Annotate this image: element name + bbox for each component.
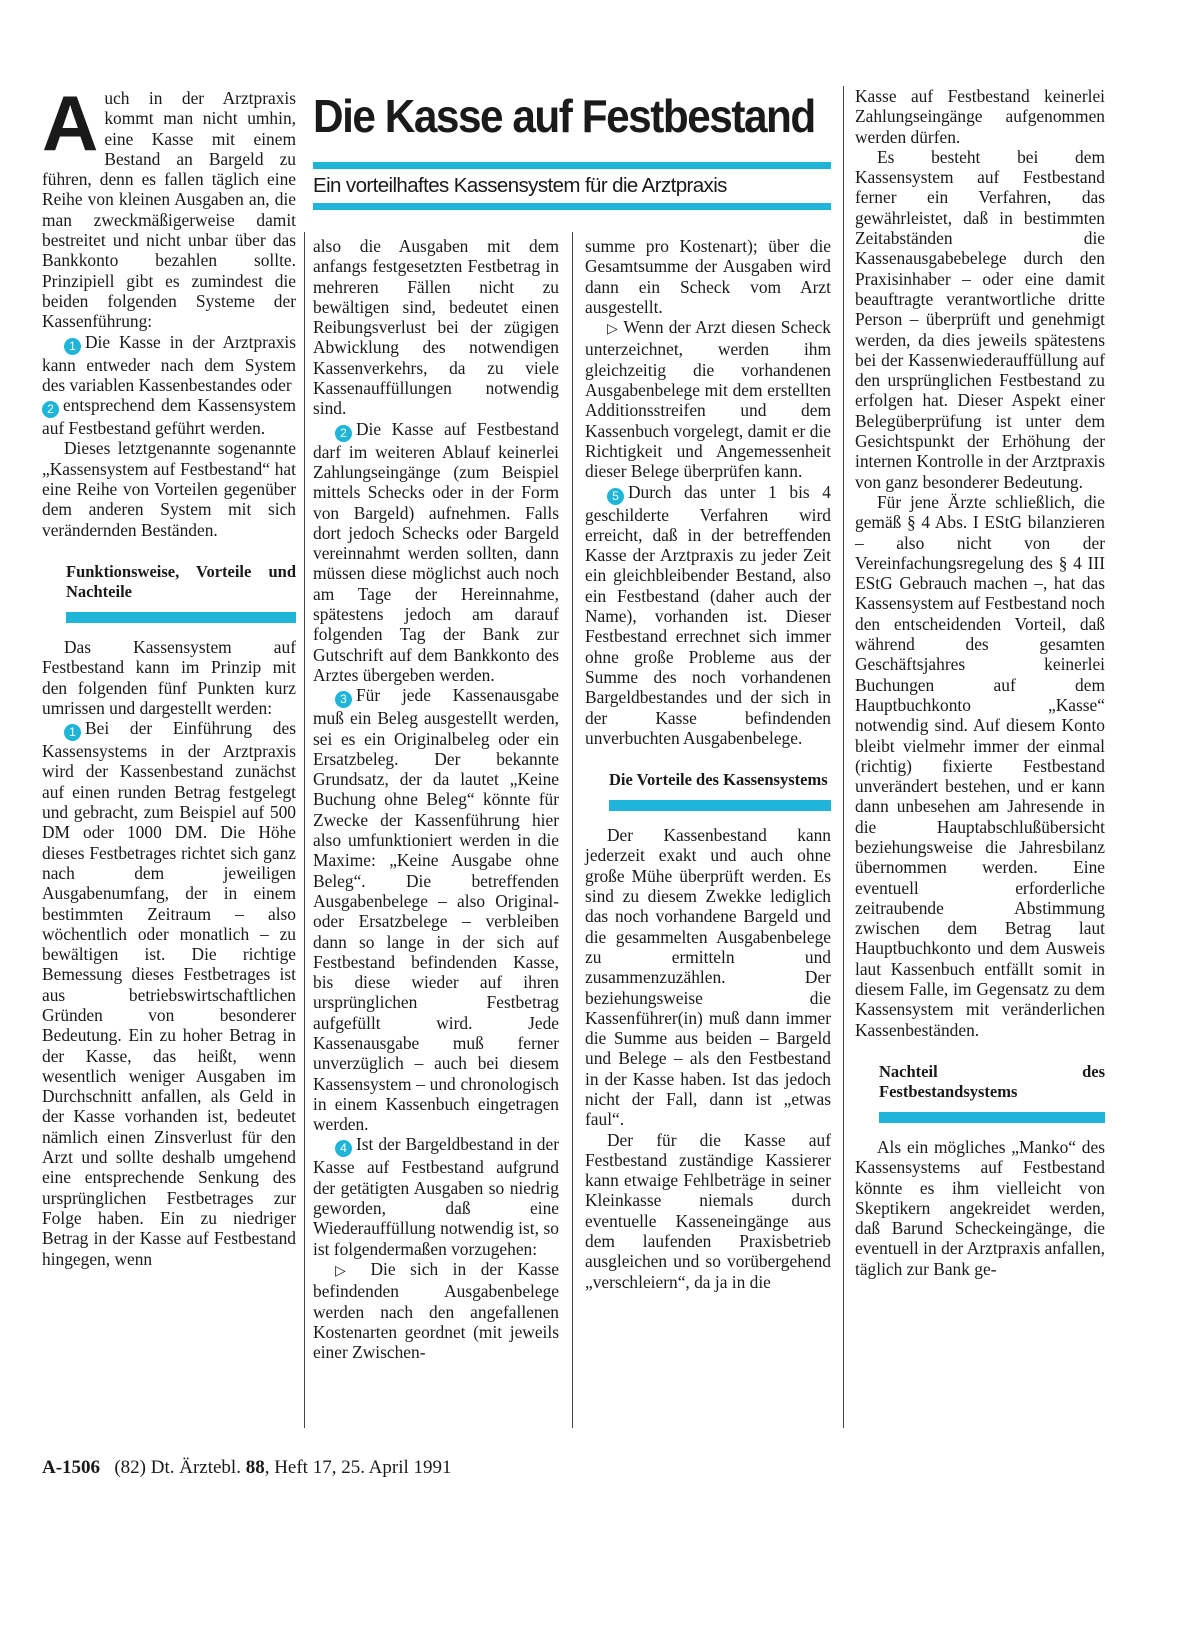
paragraph: also die Ausgaben mit dem anfangs festgesetzten Festbetrag in mehreren Fällen nicht zu bewältigen sind, bedeutet einen Reibungsverlust bei der zügigen Abwicklung des notwendigen Kassenverkehrs, da zu viele Kassenauffüllungen notwendig sind. xyxy=(313,236,559,419)
section-heading-bar xyxy=(879,1112,1105,1123)
title-bar-bottom xyxy=(313,203,831,210)
page-number: A-1506 xyxy=(42,1457,101,1478)
paragraph-text: Die sich in der Kasse befindenden Ausgabenbelege werden nach den angefallenen Kostenarten geordnet (mit jeweils einer Zwischen- xyxy=(313,1258,559,1363)
paragraph xyxy=(313,1134,559,1258)
footer-issue: , Heft 17, 25. April 1991 xyxy=(264,1457,452,1478)
column-rule-1 xyxy=(304,232,305,1428)
paragraph: Das Kassensystem auf Festbestand kann im Prinzip mit den folgenden fünf Punkten kurz umrissen und dargestellt werden: xyxy=(42,636,296,718)
column-rule-2 xyxy=(572,232,573,1428)
paragraph-text: entsprechend dem Kassensystem auf Festbestand geführt werden. xyxy=(42,395,296,439)
paragraph-text: Durch das unter 1 bis 4 geschilderte Verfahren wird erreicht, daß in der betreffenden Kasse der Arztpraxis zu jeder Zeit ein gleichbleibender Bestand, also ein Festbestand (daher auch der Name), vorhanden ist. Dieser Festbestand errechnet sich immer ohne große Probleme aus der Summe des noch vorhandenen Bargeldbestandes und der sich in der Kasse befindenden unverbuchten Ausgabenbelege. xyxy=(585,481,831,748)
paragraph: Kasse auf Festbestand keinerlei Zahlungseingänge aufgenommen werden dürfen. xyxy=(855,86,1105,147)
paragraph-text: Die Kasse auf Festbestand darf im weiteren Ablauf keinerlei Zahlungseingänge (zum Beispiel mittels Schecks oder in der Form von Bargeld) aufnehmen. Falls dort jedoch Schecks oder Bargeld vereinnahmt werden sollten, dann müssen diese möglichst auch noch am Tage der Hereinnahme, spätestens jedoch am darauf folgenden Tag der Bank zur Gutschrift auf dem Bankkonto des Arztes übergeben werden. xyxy=(313,418,559,685)
column-1 xyxy=(42,79,296,1269)
section-heading-bar xyxy=(609,800,831,811)
paragraph xyxy=(313,685,559,1134)
paragraph xyxy=(42,395,296,438)
section-heading: Die Vorteile des Kassensystems xyxy=(609,770,828,790)
footer-source: (82) Dt. Ärztebl. xyxy=(114,1457,241,1478)
paragraph xyxy=(585,317,831,481)
column-2 xyxy=(313,236,559,1362)
triangle-bullet-icon: ▷ xyxy=(607,321,619,338)
number-badge-icon: 5 xyxy=(607,488,624,505)
number-badge-icon: 3 xyxy=(335,691,352,708)
paragraph: Für jene Ärzte schließlich, die gemäß § 4 Abs. I EStG bilanzieren – also nicht von der Vereinfachungsregelung des § 4 III EStG Gebrauch machen –, hat das Kassensystem auf Festbestand noch den entscheidenden Vorteil, daß während des gesamten Geschäftsjahres keinerlei Buchungen auf dem Hauptbuchkonto „Kasse“ notwendig sind. Auf diesem Konto bleibt vielmehr immer der einmal (richtig) fixierte Festbestand unverändert bestehen, und er kann dann unbesehen am Jahresende in die Hauptabschlußübersicht beziehungsweise die Jahresbilanz übernommen werden. Eine eventuell erforderliche zeitraubende Abstimmung zwischen dem Betrag laut Hauptbuchkonto und dem Ausweis laut Kassenbuch entfällt somit in diesem Falle, im Gegensatz zu dem Kassensystem mit veränderlichen Kassenbeständen. xyxy=(855,491,1105,1040)
paragraph-text: Für jede Kassenausgabe muß ein Beleg ausgestellt werden, sei es ein Originalbeleg oder ein Ersatzbeleg. Der bekannte Grundsatz, der da lautet „Keine Buchung ohne Beleg“ könnte für Zwecke der Kassenführung hier also umfunktioniert werden in die Maxime: „Keine Ausgabe ohne Beleg“. Die betreffenden Ausgabenbelege – also Original- oder Ersatzbelege – verbleiben dann so lange in der sich auf Festbestand befindenden Kasse, bis diese wieder auf ihren ursprünglichen Festbetrag aufgefüllt wird. Jede Kassenausgabe muß ferner unverzüglich – auch bei diesem Kassensystem – und chronologisch in einem Kassenbuch eingetragen werden. xyxy=(313,685,559,1135)
footer-volume: 88 xyxy=(245,1457,265,1478)
paragraph: Der für die Kasse auf Festbestand zuständige Kassierer kann etwaige Fehlbeträge in seiner Kleinkasse niemals durch eventuelle Kasseneingänge aus dem laufenden Praxisbetrieb ausgleichen und so vorübergehend „verschleiern“, da ja in die xyxy=(585,1129,831,1292)
section-heading: Nachteil des Festbestandsystems xyxy=(879,1061,1105,1101)
paragraph: Als ein mögliches „Manko“ des Kassensystems auf Festbestand könnte es ihm vielleicht von Skeptikern angekreidet werden, daß Barund Scheckeingänge, die eventuell in der Arztpraxis anfallen, täglich zur Bank ge- xyxy=(855,1136,1105,1279)
intro-paragraph xyxy=(42,79,296,332)
section-heading-bar xyxy=(66,612,296,623)
triangle-bullet-icon: ▷ xyxy=(335,1262,356,1279)
paragraph-text: Ist der Bargeldbestand in der Kasse auf Festbestand aufgrund der getätigten Ausgaben so niedrig geworden, daß eine Wiederauffüllung notwendig ist, so ist folgendermaßen vorzugehen: xyxy=(313,1134,559,1259)
paragraph xyxy=(313,419,559,686)
number-badge-icon: 2 xyxy=(335,425,352,442)
article-subtitle: Ein vorteilhaftes Kassensystem für die Arztpraxis xyxy=(313,174,727,197)
paragraph xyxy=(585,482,831,749)
drop-cap: A xyxy=(42,79,99,167)
column-4 xyxy=(855,86,1105,1279)
number-badge-icon: 1 xyxy=(64,338,81,355)
paragraph: summe pro Kostenart); über die Gesamtsumme der Ausgaben wird dann ein Scheck vom Arzt ausgestellt. xyxy=(585,236,831,317)
paragraph-text: Bei der Einführung des Kassensystems in der Arztpraxis wird der Kassenbestand zunächst auf einen runden Betrag festgelegt und gebracht, zum Beispiel auf 500 DM oder 1000 DM. Die Höhe dieses Festbetrages richtet sich ganz nach dem jeweiligen Ausgabenumfang, der in einem bestimmten Zeitraum – also wöchentlich oder monatlich – zu bewältigen ist. Die richtige Bemessung dieses Festbetrages ist aus betriebswirtschaftlichen Gründen von besonderer Bedeutung. Ein zu hoher Betrag in der Kasse, das heißt, wenn wesentlich weniger Ausgaben im Durchschnitt anfallen, als Geld in der Kasse vorhanden ist, bedeutet nämlich einen Zinsverlust für den Arzt und sollte deshalb umgehend eine entsprechende Senkung des ursprünglichen Festbetrages zur Folge haben. Ein zu niedriger Betrag in der Kasse auf Festbestand hingegen, wenn xyxy=(42,718,296,1269)
section-heading: Funktionsweise, Vorteile und Nachteile xyxy=(66,561,296,601)
title-bar-top xyxy=(313,162,831,169)
number-badge-icon: 2 xyxy=(42,401,59,418)
paragraph xyxy=(313,1259,559,1362)
number-badge-icon: 4 xyxy=(335,1140,352,1157)
paragraph-text: Die Kasse in der Arztpraxis kann entweder nach dem System des variablen Kassenbestandes oder xyxy=(42,331,296,395)
intro-text: uch in der Arztpraxis kommt man nicht umhin, eine Kasse mit einem Bestand an Bargeld zu führen, denn es fallen täglich eine Reihe von kleinen Ausgaben an, die man zweckmäßigerweise damit bestreitet und nicht unbar über das Bankkonto bezahlen sollte. Prinzipiell gibt es zumindest die beiden folgenden Systeme der Kassenführung: xyxy=(42,88,296,332)
paragraph: Der Kassenbestand kann jederzeit exakt und auch ohne große Mühe überprüft werden. Es sind zu diesem Zwekke lediglich das noch vorhandene Bargeld und die gesammelten Ausgabenbelege zu ermitteln und zusammenzuzählen. Der beziehungsweise die Kassenführer(in) muß dann immer die Summe aus beiden – Bargeld und Belege – als den Festbestand in der Kasse haben. Ist das jedoch nicht der Fall, dann ist „etwas faul“. xyxy=(585,825,831,1130)
article-title: Die Kasse auf Festbestand xyxy=(313,90,815,142)
column-rule-3 xyxy=(843,86,844,1428)
paragraph-text: Wenn der Arzt diesen Scheck unterzeichnet, werden ihm gleichzeitig die vorhandenen Ausgabenbelege mit dem erstellten Additionsstreifen und dem Kassenbuch vorgelegt, damit er die Richtigkeit und Angemessenheit dieser Belege überprüfen kann. xyxy=(585,317,831,482)
paragraph xyxy=(42,718,296,1269)
number-badge-icon: 1 xyxy=(64,724,81,741)
paragraph: Es besteht bei dem Kassensystem auf Festbestand ferner ein Verfahren, das gewährleistet, daß in bestimmten Zeitabständen die Kassenausgabebelege durch den Praxisinhaber – oder eine damit beauftragte verantwortliche dritte Person – überprüft und genehmigt werden, da dies jeweils spätestens bei der Kassenwiederauffüllung auf den ursprünglichen Festbestand zu erfolgen hat. Dieser Aspekt einer Belegüberprüfung ist unter dem Gesichtspunkt der Erhöhung der internen Kontrolle in der Arztpraxis von ganz besonderer Bedeutung. xyxy=(855,146,1105,492)
column-3 xyxy=(585,236,831,1292)
paragraph xyxy=(42,332,296,396)
paragraph: Dieses letztgenannte sogenannte „Kassensystem auf Festbestand“ hat eine Reihe von Vorteilen gegenüber dem anderen System mit sich verändernden Beständen. xyxy=(42,438,296,540)
page-footer xyxy=(42,1457,452,1479)
